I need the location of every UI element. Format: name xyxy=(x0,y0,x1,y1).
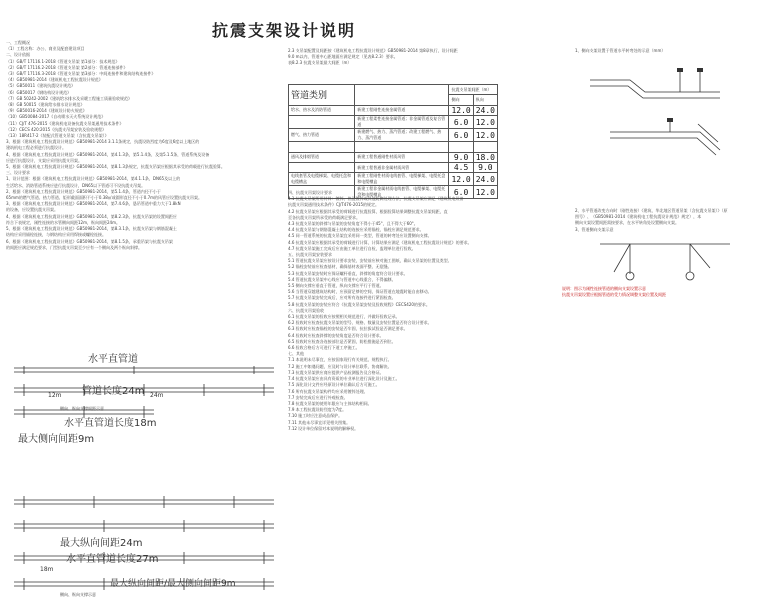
text-line: （5）GB50011《建筑抗震设计规范》 xyxy=(6,83,76,89)
text-line: （1）GB/T 17116.1-2018《管道支吊架 第1部分：技术规范》 xyxy=(6,58,120,64)
text-line: 4、根据《建筑机电工程抗震设计规范》GB50981-2014，第8.2.3条，抗震支吊架的设置间距应 xyxy=(6,213,177,219)
text-line: 结构应采用锚栓连接，与钢结构应采用焊接或螺栓连接。 xyxy=(6,232,106,238)
text-line: 5.3 抗震支吊架安装时应保证螺杆垂直，斜撑的角度符合设计要求。 xyxy=(288,270,408,276)
text-line: 7.5 深化设计文件应经原设计单位确认后方可施工。 xyxy=(288,382,380,388)
table-row xyxy=(289,129,498,142)
table-cell-sub: 新建工程非金属材质电线套管、电缆梯架、电缆托盘和电缆槽盒 xyxy=(355,186,449,199)
table-cell-lateral: 9.0 xyxy=(449,152,473,162)
text-line: 生活给水、消防管道系统应进行抗震设计，DN65以下管道可不设抗震支吊架。 xyxy=(6,182,146,188)
text-line: 7.10 施工时应注意成品保护。 xyxy=(288,413,343,419)
text-line: 4.4 抗震支吊架与钢筋混凝土结构的连接应采用锚栓，锚栓应满足规范要求。 xyxy=(288,227,424,233)
text-line: 7.7 安装完成后应进行外观检查。 xyxy=(288,394,348,400)
text-line: 65mm的燃气管道、热力管道、矩形截面面积不小于0.38㎡或圆形直径不小于0.7m的风管应设置抗震支吊架。 xyxy=(6,195,203,201)
text-line: 7.12 设计单位保留对本说明的解释权。 xyxy=(288,425,359,431)
text-line: 6.5 验收时应检查各连接部位是否紧固，防松措施是否到位。 xyxy=(288,338,396,344)
text-line: （4）GB50981-2014《建筑机电工程抗震设计规范》 xyxy=(6,77,103,83)
table-cell-group xyxy=(289,116,355,129)
label-12m: 12m xyxy=(48,392,62,399)
text-line: （9）GB50016-2014《建筑设计防火规范》 xyxy=(6,108,87,114)
text-line: 抗震支吊架通用技术条件》CJ/T476-2015的规定。 xyxy=(288,202,380,208)
text-line: 4.2 抗震支吊架应根据其承受的荷载进行抗震验算，根据验算结果调整抗震支吊架间距，直 xyxy=(288,208,448,214)
text-line: 6、根据《建筑机电工程抗震设计规范》GB50981-2014，第8.1.5条，承重吊架与抗震支吊架 xyxy=(6,238,173,244)
label-lateral: 侧向、纵向支撑间距示意 xyxy=(60,406,104,411)
table-row xyxy=(289,142,498,152)
text-line: （7）GB 50242-2002《建筑给水排水及采暖工程施工质量验收规范》 xyxy=(6,95,133,101)
table-row xyxy=(289,152,498,162)
spacing-intro-text xyxy=(288,48,548,82)
text-line: 3、根据《建筑机电工程抗震设计规范》GB50981-2014 3.1.1条规定，抗震设防烈度为6度及6度以上地区的 xyxy=(6,139,200,145)
text-line: （1）工程名称：办公、商业及配套建设项目 xyxy=(6,46,85,52)
label-max-lateral-9: 最大侧向间距9m xyxy=(18,434,95,445)
label-24m: 24m xyxy=(150,392,164,399)
text-line: 5、根据《建筑机电工程抗震设计规范》GB50981-2014，第8.1.3条规定，抗震支吊架应根据其承受的荷载进行抗震验算。 xyxy=(6,164,225,170)
table-cell-sub: 新建工程刚性连接金属管道 xyxy=(355,105,449,115)
text-line: 二、设计依据 xyxy=(6,52,30,58)
table-row xyxy=(289,162,498,172)
text-line: 抗震支吊架设置应根据管道的受力情况调整支架位置及间距 xyxy=(562,292,666,297)
text-line: （8）GB 50015《建筑给水排水设计规范》 xyxy=(6,102,85,108)
table-cell-lateral: 6.0 xyxy=(449,186,473,199)
table-cell-lateral: 12.0 xyxy=(449,105,473,115)
text-line: 表8.2.3 抗震支吊架最大间距（m） xyxy=(288,60,352,66)
design-basis-text xyxy=(6,40,276,350)
table-cell-group: 给水、热水及消防管道 xyxy=(289,105,355,115)
text-line: （2）GB/T 17116.2-2018《管道支吊架 第2部分：管道连接部件》 xyxy=(6,64,128,70)
table-cell-lateral: 12.0 xyxy=(449,173,473,186)
table-cell-sub: 新建工程柔性连接金属管道；非金属管道及复合管道 xyxy=(355,116,449,129)
text-line: 的设备，应设置抗震支吊架。 xyxy=(6,207,58,213)
text-line: 5.6 当管道穿越建筑结构时，应预留足够的空间，保证管道在地震时能自由移动。 xyxy=(288,289,432,295)
table-row xyxy=(289,116,498,129)
table-cell-long: 9.0 xyxy=(473,162,497,172)
text-line: 五、抗震支吊架安装要求 xyxy=(288,252,332,258)
table-row xyxy=(289,173,498,186)
text-line: 5.4 管道抗震支吊架中心线应与管道中心线重合，不得偏移。 xyxy=(288,276,396,282)
right-note-text xyxy=(575,208,755,236)
text-line: 3、管道侧向支架示意 xyxy=(575,226,614,232)
text-line: 7.11 其他未尽事宜详见相关图集。 xyxy=(288,419,351,425)
text-line: 图号）、（GB50981-2014《建筑机电工程抗震设计规范》规定），本 xyxy=(575,214,702,220)
text-line: 5.7 抗震支吊架安装完成后，应对所有连接件进行紧固检查。 xyxy=(288,295,396,301)
label-max-long-24: 最大纵向间距24m xyxy=(60,538,143,549)
label-bottom: 侧向、纵向支撑示意 xyxy=(60,592,96,597)
table-cell-lateral: 6.0 xyxy=(449,129,473,142)
text-line: 2、水平管道改变方向时（刚性连接）《建筑、华北地区管道吊架（含抗震支吊架）》（原 xyxy=(575,208,728,213)
text-line: （6）GB50017《钢结构设计规范》 xyxy=(6,89,72,95)
table-cell-long: 12.0 xyxy=(473,129,497,142)
table-cell-sub: 新建工程普通刚性材质风管 xyxy=(355,152,449,162)
text-line: 说明：图示为刚性连接管道的侧向支架设置示意 xyxy=(562,286,646,291)
spacing-table xyxy=(288,84,498,199)
red-note xyxy=(562,286,666,298)
text-line: 4.7 抗震支吊架施工完成后应由施工单位进行自检，监理单位进行验收。 xyxy=(288,245,416,251)
table-cell-sub xyxy=(355,142,449,152)
text-line: 七、其他 xyxy=(288,351,304,357)
requirements-text xyxy=(288,190,560,600)
label-pipe-length-18: 水平直管道长度18m xyxy=(64,418,157,429)
table-cell-long xyxy=(473,142,497,152)
table-header-max: 抗震支吊架间距（m） xyxy=(449,85,498,95)
table-row xyxy=(289,105,498,115)
right-title-text: 1、侧向支架设置于管道水平转弯处的示意（mm） xyxy=(575,48,666,53)
text-line: 4.3 抗震支吊架的斜撑与吊架的安装角度不得小于45°，且不得大于60°。 xyxy=(288,221,418,227)
table-cell-group: 燃气、热力管道 xyxy=(289,129,355,142)
turn-support-diagram xyxy=(570,62,755,202)
table-cell-sub: 新建燃气、热力、蒸汽管道；改建工程燃气、热力、蒸汽管道 xyxy=(355,129,449,142)
table-cell-group: 通风及排烟管道 xyxy=(289,152,355,162)
text-line: （3）GB/T 17116.3-2018《管道支吊架 第3部分：中间连接件和建筑结构连接件》 xyxy=(6,71,156,77)
table-cell-long: 24.0 xyxy=(473,105,497,115)
table-cell-sub: 新建工程刚性材质电线套管、电缆梯架、电缆托盘和电缆槽盒 xyxy=(355,173,449,186)
support-detail-diagram xyxy=(570,238,755,286)
table-cell-long: 12.0 xyxy=(473,186,497,199)
page-title: 抗震支架设计说明 xyxy=(212,21,357,40)
text-line: 6.2 验收时应检查抗震支吊架的型号、规格、数量及安装位置是否符合设计要求。 xyxy=(288,320,432,326)
text-line: 三、设计要求 xyxy=(6,170,30,176)
text-line: （10）GB50084-2017《自动喷水灭火系统设计规范》 xyxy=(6,114,106,120)
text-line: （12）CECS 420:2015《抗震支吊架安装及验收规程》 xyxy=(6,126,107,132)
text-line: 侧向支架设置间距需按要求，在水平转角处设置侧向支架。 xyxy=(575,220,679,226)
text-line: （13）18R417-2《装配式管道支吊架（含抗震支吊架）》 xyxy=(6,133,109,139)
text-line: 至各抗震支吊架所承受的荷载满足要求。 xyxy=(288,214,360,220)
text-line: 5.2 锚栓安装前应检查基材，确保基材表面平整、无裂缝。 xyxy=(288,264,392,270)
text-line: 7.3 抗震支吊架供应商应提供产品检测报告及合格证。 xyxy=(288,369,384,375)
text-line: 2、根据《建筑机电工程抗震设计规范》GB50981-2014，第5.1.4条，管道内径不小于 xyxy=(6,188,161,194)
text-line: 5、根据《建筑机电工程抗震设计规范》GB50981-2014，第8.3.1条，抗震支吊架与钢筋混凝土 xyxy=(6,226,177,232)
text-line: 6.6 验收合格后方可进行下道工序施工。 xyxy=(288,345,360,351)
text-line: 六、抗震支吊架验收 xyxy=(288,307,324,313)
table-cell-long: 24.0 xyxy=(473,173,497,186)
text-line: 的间距应满足规范要求，门型抗震支吊架至少应有一个侧向及两个纵向斜撑。 xyxy=(6,244,142,250)
text-line: 6.1 抗震支吊架的验收应按照相关规范进行，并做好验收记录。 xyxy=(288,314,400,320)
table-cell-lateral: 4.5 xyxy=(449,162,473,172)
text-line: 9.0 m以内，管道中心距地面应满足规定（见表8.2.3）要求。 xyxy=(288,54,398,60)
text-line: 2.3 支吊架配置及间距按《建筑机电工程抗震设计规范》GB50981-2014 第8章执行，设计间距 xyxy=(288,48,458,53)
text-line: 4、根据《建筑机电工程抗震设计规范》GB50981-2014，第4.1.3条，第5.1.4条，及第5.1.5条，管道系统及设备 xyxy=(6,151,210,157)
text-line: 7.6 所有抗震支吊架构件均应采用镀锌处理。 xyxy=(288,388,368,394)
table-cell-long: 12.0 xyxy=(473,116,497,129)
text-line: 建筑机电工程必须进行抗震设计。 xyxy=(6,145,66,151)
table-cell-group xyxy=(289,162,355,172)
table-cell-lateral: 6.0 xyxy=(449,116,473,129)
label-horizontal-pipe: 水平直管道 xyxy=(88,354,138,365)
table-header-lateral: 侧向 xyxy=(449,95,473,105)
text-line: 6.4 验收时应检查斜撑的安装角度是否符合设计要求。 xyxy=(288,332,384,338)
text-line: 一、工程概况 xyxy=(6,40,30,45)
text-line: 应进行抗震设计，支架应采用抗震支吊架。 xyxy=(6,157,82,163)
label-pipe-length-24: 管道长度24m xyxy=(82,386,145,397)
text-line: 7.8 抗震支吊架的使用年限应与主体结构相同。 xyxy=(288,400,372,406)
text-line: 5.1 管道抗震支吊架应按设计要求安装，安装前应核对施工图纸，确认支吊架的位置及类型。 xyxy=(288,258,452,264)
text-line: 3、根据《建筑机电工程抗震设计规范》GB50981-2014，第7.4.6条，悬吊管道中重力大于1.8kN xyxy=(6,201,181,207)
label-18m: 18m xyxy=(40,566,54,573)
text-line: 5.8 抗震支吊架的安装应符合《抗震支吊架安装及验收规程》CECS420的要求。 xyxy=(288,301,430,307)
text-line: 符合下表规定，刚性连接的水管侧向间距12m，纵向间距24m。 xyxy=(6,219,120,225)
label-pipe-length-27: 水平直管道长度27m xyxy=(66,554,159,565)
text-line: 6.3 验收时应检查锚栓的安装是否牢固，抗拉拔试验是否满足要求。 xyxy=(288,326,408,332)
table-cell-group xyxy=(289,142,355,152)
text-line: 5.5 侧向支撑应垂直于管道，纵向支撑应平行于管道。 xyxy=(288,283,384,289)
table-cell-long: 18.0 xyxy=(473,152,497,162)
text-line: 7.4 抗震支吊架应由具有资质的专业单位进行深化设计及施工。 xyxy=(288,376,400,382)
table-header-long: 纵向 xyxy=(473,95,497,105)
label-max-lat-long: 最大纵向间距/最大侧向间距9m xyxy=(110,579,236,589)
text-line: （11）CJ/T 476-2015《建筑机电设备抗震支吊架通用技术条件》 xyxy=(6,120,124,126)
text-line: 4.5 同一管道系统的抗震支吊架宜采用同一类型，管道的转弯处应设置侧向支撑。 xyxy=(288,233,432,239)
text-line: 1、设计范围：根据《建筑机电工程抗震设计规范》GB50981-2014，第4.1.1条，DN65及以上的 xyxy=(6,176,181,182)
table-cell-sub: 新建工程普通非金属材质风管 xyxy=(355,162,449,172)
text-line: 7.2 施工中如遇问题，应及时与设计单位联系，协商解决。 xyxy=(288,363,392,369)
text-line: 7.9 本工程抗震设防烈度为7度。 xyxy=(288,407,347,413)
table-cell-lateral xyxy=(449,142,473,152)
table-header-pipe: 管道类别 xyxy=(289,85,355,106)
text-line: 四、抗震支吊架设计要求 xyxy=(288,190,332,195)
text-line: 4.1 抗震支吊架所用材料：镀锌、热浸镀锌或其他防腐处理方法，抗震支吊架应满足《建筑机电设备 xyxy=(288,196,464,202)
table-cell-group: 电线套管及电缆梯架、电缆托盘和电缆槽盒 xyxy=(289,173,355,186)
text-line: 7.1 本说明未尽事宜，应按国家现行有关规范、规程执行。 xyxy=(288,357,392,363)
text-line: 4.6 抗震支吊架应根据其承受的荷载进行计算，计算结果应满足《建筑机电工程抗震设计规范》的要求。 xyxy=(288,239,472,245)
